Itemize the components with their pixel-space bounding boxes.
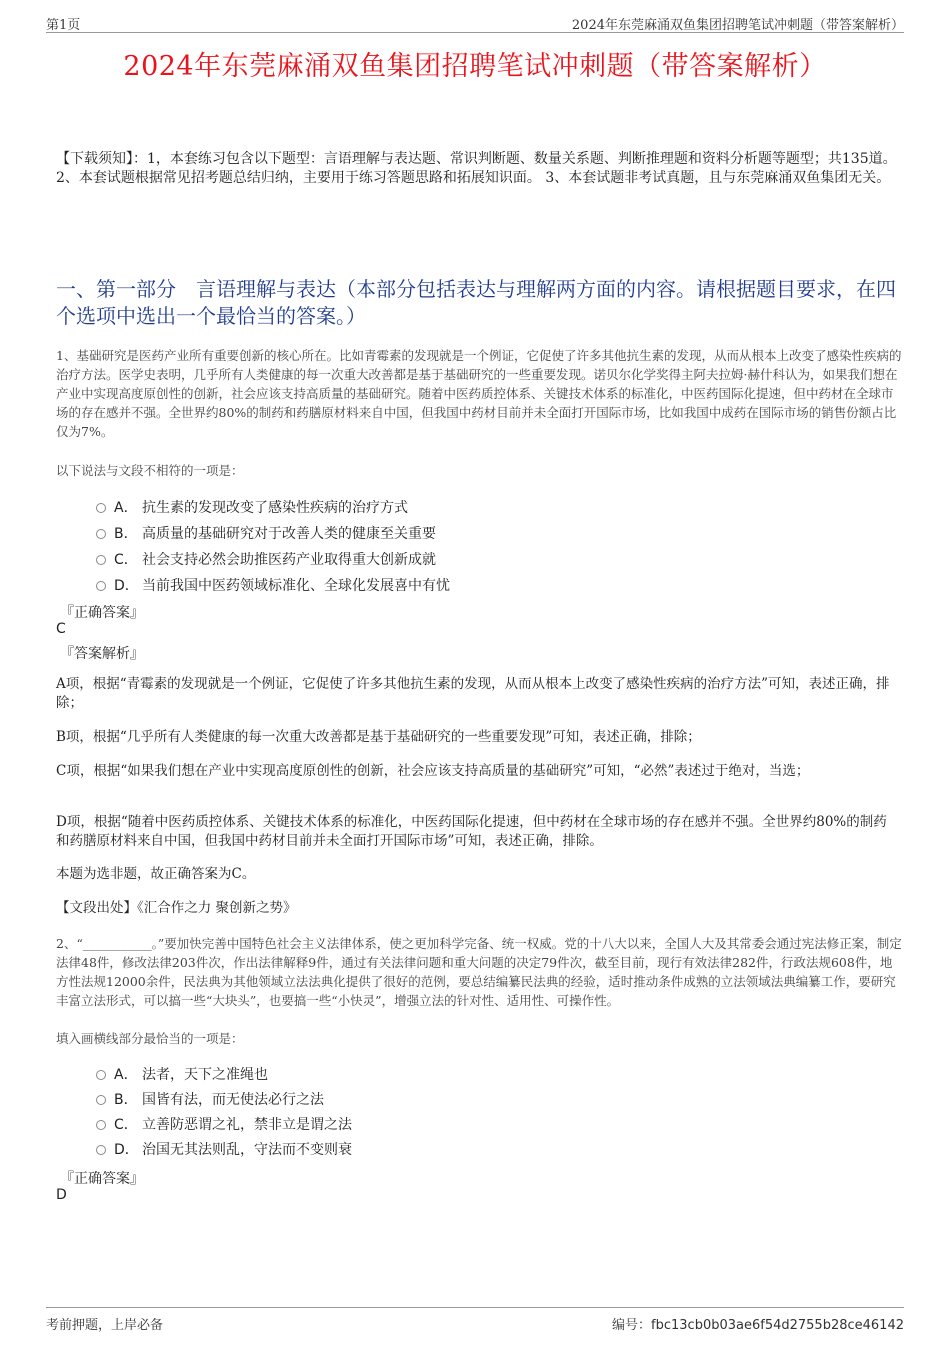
question-2-passage: 2、“___________。”要加快完善中国特色社会主义法律体系，使之更加科学完备、统一权威。党的十八大以来，全国人大及其常委会通过宪法修正案，制定法律48件，修改法律203件次，作出法律解释9件，通过有关法律问题和重大问题的决定79件次，截至目前，现行有效法律282件，行政法规608件，地方性法规12000余件，民法典为其他领域立法法典化提供了很好的范例，要总结编纂民法典的经验，适时推动条件成熟的立法领域法典编纂工作，要研究丰富立法形式，可以搞一些“大块头”，也要搞一些“小快灵”，增强立法的针对性、适用性、可操作性。 (56, 936, 902, 1008)
q1-answer: C (56, 621, 66, 637)
option-key: A． (114, 500, 138, 516)
q1-analysis-label: 『答案解析』 (60, 646, 144, 662)
radio-icon[interactable] (96, 1070, 106, 1080)
q1-option-b[interactable] (96, 523, 436, 543)
option-key: B． (114, 1092, 138, 1108)
radio-icon[interactable] (96, 555, 106, 565)
page-footer (46, 1307, 904, 1333)
section-heading: 一、第一部分 言语理解与表达（本部分包括表达与理解两方面的内容。请根据题目要求，在四个选项中选出一个最恰当的答案。） (56, 277, 896, 328)
option-key: B． (114, 526, 138, 542)
q1-analysis-d: D项，根据“随着中医药质控体系、关键技术体系的标准化，中医药国际化提速，但中药材在全球市场的存在感并不强。全世界约80%的制药和药膳原材料来自中国，但我国中药材目前并未全面打开国际市场”可知，表述正确，排除。 (56, 814, 887, 849)
q1-analysis-c: C项，根据“如果我们想在产业中实现高度原创性的创新，社会应该支持高质量的基础研究”可知，“必然”表述过于绝对，当选； (56, 763, 810, 779)
q2-option-b[interactable] (96, 1089, 324, 1109)
q1-answer-label: 『正确答案』 (60, 605, 144, 621)
page-header (46, 12, 904, 33)
footer-slogan: 考前押题，上岸必备 (46, 1318, 164, 1333)
radio-icon[interactable] (96, 581, 106, 591)
option-key: C． (114, 1117, 138, 1133)
option-text: 当前我国中医药领域标准化、全球化发展喜中有忧 (142, 578, 450, 594)
option-key: C． (114, 552, 138, 568)
option-text: 社会支持必然会助推医药产业取得重大创新成就 (142, 552, 436, 568)
option-text: 治国无其法则乱，守法而不变则衰 (142, 1142, 352, 1158)
option-key: A． (114, 1067, 138, 1083)
q1-analysis-a: A项，根据“青霉素的发现就是一个例证，它促使了许多其他抗生素的发现，从而从根本上改变了感染性疾病的治疗方法”可知，表述正确，排除； (56, 676, 890, 711)
option-key: D． (114, 1142, 139, 1158)
radio-icon[interactable] (96, 1120, 106, 1130)
q1-option-a[interactable] (96, 497, 408, 517)
option-text: 法者，天下之准绳也 (142, 1067, 268, 1083)
question-2-stem: 填入画横线部分最恰当的一项是： (56, 1031, 244, 1046)
option-text: 国皆有法，而无使法必行之法 (142, 1092, 324, 1108)
option-text: 高质量的基础研究对于改善人类的健康至关重要 (142, 526, 436, 542)
q2-answer-label: 『正确答案』 (60, 1171, 144, 1187)
q2-option-d[interactable] (96, 1139, 352, 1159)
q2-option-a[interactable] (96, 1064, 268, 1084)
option-text: 立善防恶谓之礼，禁非立是谓之法 (142, 1117, 352, 1133)
header-doc-title: 2024年东莞麻涌双鱼集团招聘笔试冲刺题（带答案解析） (571, 18, 904, 33)
question-1-stem: 以下说法与文段不相符的一项是： (56, 463, 244, 478)
q1-source: 【文段出处】《汇合作之力 聚创新之势》 (56, 900, 297, 916)
q1-conclusion: 本题为选非题，故正确答案为C。 (56, 866, 256, 882)
question-1-passage: 1、基础研究是医药产业所有重要创新的核心所在。比如青霉素的发现就是一个例证，它促使了许多其他抗生素的发现，从而从根本上改变了感染性疾病的治疗方法。医学史表明，几乎所有人类健康的每一次重大改善都是基于基础研究的一些重要发现。诺贝尔化学奖得主阿夫拉姆·赫什科认为，如果我们想在产业中实现高度原创性的创新，社会应该支持高质量的基础研究。随着中医药质控体系、关键技术体系的标准化，中医药国际化提速，但中药材在全球市场的存在感并不强。全世界约80%的制药和药膳原材料来自中国，但我国中药材目前并未全面打开国际市场，比如我国中成药在国际市场的销售份额占比仅为7%。 (56, 348, 902, 439)
footer-code (612, 1314, 904, 1333)
radio-icon[interactable] (96, 1095, 106, 1105)
footer-code-value: fbc13cb0b03ae6f54d2755b28ce46142 (651, 1318, 904, 1333)
radio-icon[interactable] (96, 503, 106, 513)
radio-icon[interactable] (96, 1145, 106, 1155)
radio-icon[interactable] (96, 529, 106, 539)
q1-analysis-b: B项，根据“几乎所有人类健康的每一次重大改善都是基于基础研究的一些重要发现”可知，表述正确，排除； (56, 729, 701, 745)
page-number: 第1页 (46, 18, 81, 33)
document-title: 2024年东莞麻涌双鱼集团招聘笔试冲刺题（带答案解析） (123, 51, 827, 82)
q1-option-c[interactable] (96, 549, 436, 569)
download-notice: 【下载须知】：1，本套练习包含以下题型：言语理解与表达题、常识判断题、数量关系题、判断推理题和资料分析题等题型；共135道。 2、本套试题根据常见招考题总结归纳，主要用于练习答题思路和拓展知识面。 3、本套试题非考试真题，且与东莞麻涌双鱼集团无关。 (56, 151, 897, 186)
option-key: D． (114, 578, 139, 594)
option-text: 抗生素的发现改变了感染性疾病的治疗方式 (142, 500, 408, 516)
q2-option-c[interactable] (96, 1114, 352, 1134)
q2-answer: D (56, 1187, 67, 1203)
footer-code-label: 编号： (612, 1318, 652, 1333)
q1-option-d[interactable] (96, 575, 450, 595)
